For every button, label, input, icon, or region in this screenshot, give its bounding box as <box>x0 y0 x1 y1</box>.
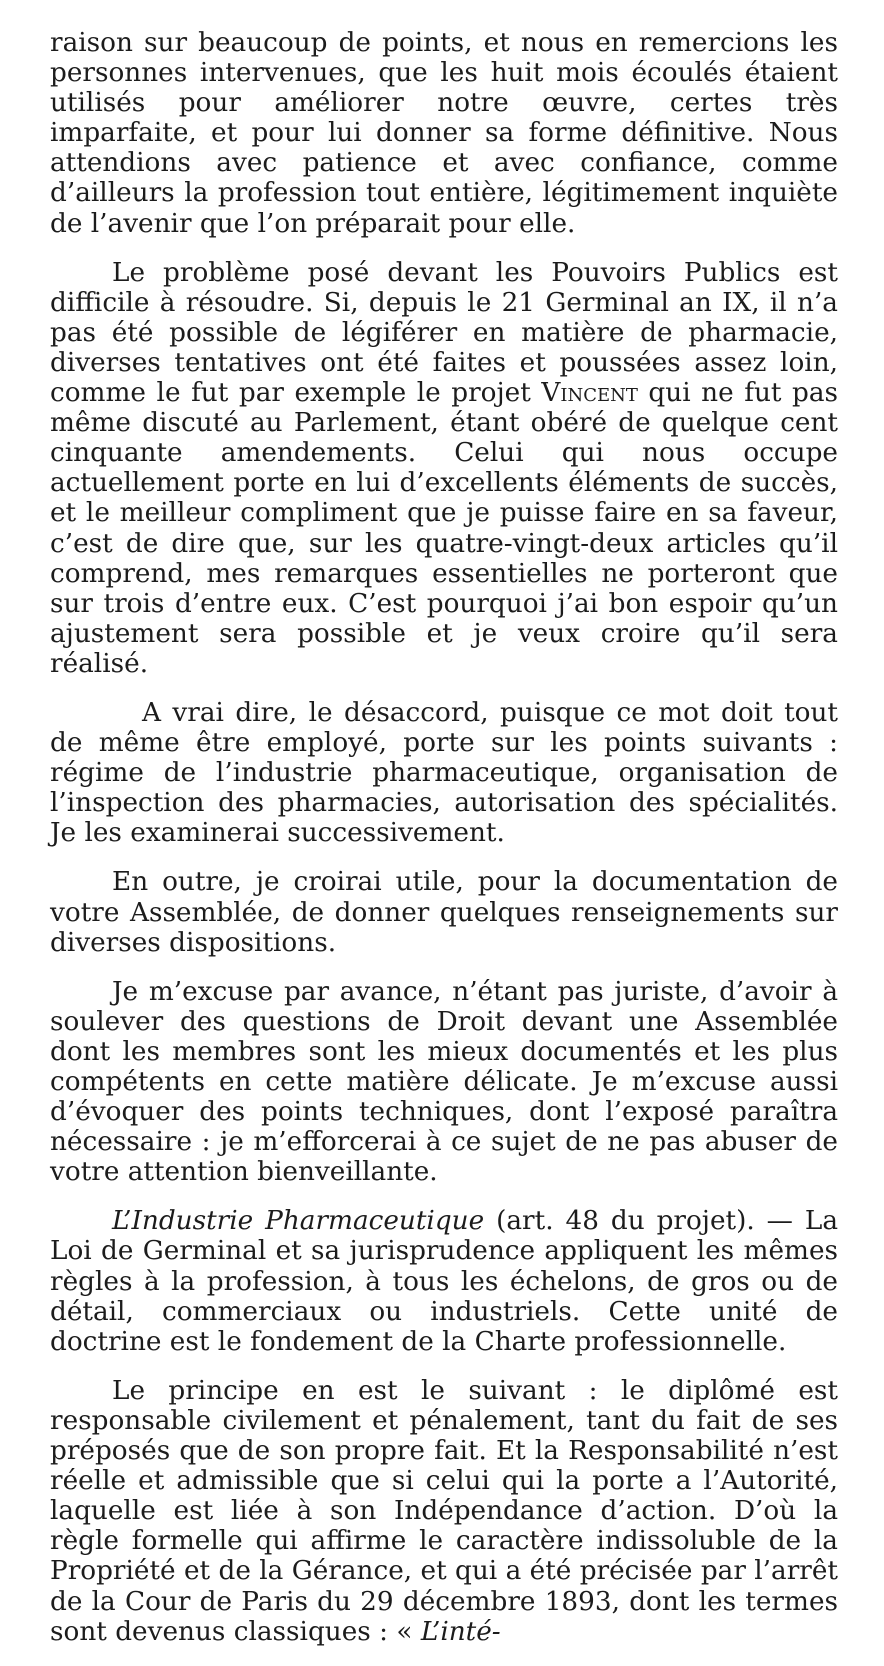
paragraph-3: A vrai dire, le désaccord, puisque ce mot doit tout de même être employé, porte sur les points suivants : régime de l’industrie pharmaceutique, organisation de l’inspection des pharmacies, autorisation des spécialités. Je les examinerai successivement. <box>50 697 838 849</box>
paragraph-6 <box>50 1206 838 1356</box>
paragraph-7 <box>50 1376 838 1647</box>
paragraph-6-text: (art. 48 du projet). — La Loi de Germinal et sa jurisprudence appliquent les mêmes règles à la profession, à tous les échelons, de gros ou de détail, commerciaux ou industriels. Cette unité de doctrine est le fondement de la Charte professionnelle. <box>50 1206 838 1357</box>
paragraph-2 <box>50 258 838 679</box>
paragraph-5: Je m’excuse par avance, n’étant pas juriste, d’avoir à soulever des questions de Droit devant une Assemblée dont les membres sont les mieux documentés et les plus compétents en cette matière délicate. Je m’excuse aussi d’évoquer des points techniques, dont l’exposé paraîtra nécessaire : je m’efforcerai à ce sujet de ne pas abuser de votre attention bienveillante. <box>50 976 838 1188</box>
paragraph-7-tail-italic: L’inté- <box>420 1616 501 1647</box>
paragraph-2-text-before: Le problème posé devant les Pouvoirs Publics est difficile à résoudre. Si, depuis le 21 Germinal an IX, il n’a pas été possible de légiférer en matière de pharmacie, diverses tentatives ont été faites et poussées assez loin, comme le fut par exemple le projet <box>50 257 838 409</box>
section-heading-industrie: L’Industrie Pharmaceutique <box>112 1206 485 1237</box>
paragraph-2-text-after: qui ne fut pas même discuté au Parlement, étant obéré de quelque cent cinquante amendements. Celui qui nous occupe actuellement porte en lui d’excellents éléments de succès, et le meilleur compliment que je puisse faire en sa faveur, c’est de dire que, sur les quatre-vingt-deux articles qu’il comprend, mes remarques essentielles ne porteront que sur trois d’entre eux. C’est pourquoi j’ai bon espoir qu’un ajustement sera possible et je veux croire qu’il sera réalisé. <box>50 378 839 679</box>
paragraph-7-text: Le principe en est le suivant : le diplômé est responsable civilement et pénalement, tant du fait de ses préposés que de son propre fait. Et la Responsabilité n’est réelle et admissible que si celui qui la porte a l’Autorité, laquelle est liée à son Indépendance d’action. D’où la règle formelle qui affirme le caractère indissoluble de la Propriété et de la Gérance, et qui a été précisée par l’arrêt de la Cour de Paris du 29 décembre 1893, dont les termes sont devenus classiques : « <box>50 1375 838 1647</box>
paragraph-2-name-vincent: Vincent <box>541 378 638 409</box>
document-page <box>50 28 838 1666</box>
paragraph-1: raison sur beaucoup de points, et nous en remercions les personnes intervenues, que les huit mois écoulés étaient utilisés pour améliorer notre œuvre, certes très imparfaite, et pour lui donner sa forme définitive. Nous attendions avec patience et avec confiance, comme d’ailleurs la profession tout entière, légitimement inquiète de l’avenir que l’on préparait pour elle. <box>50 28 838 239</box>
paragraph-4: En outre, je croirai utile, pour la documentation de votre Assemblée, de donner quelques renseignements sur diverses dispositions. <box>50 867 838 958</box>
